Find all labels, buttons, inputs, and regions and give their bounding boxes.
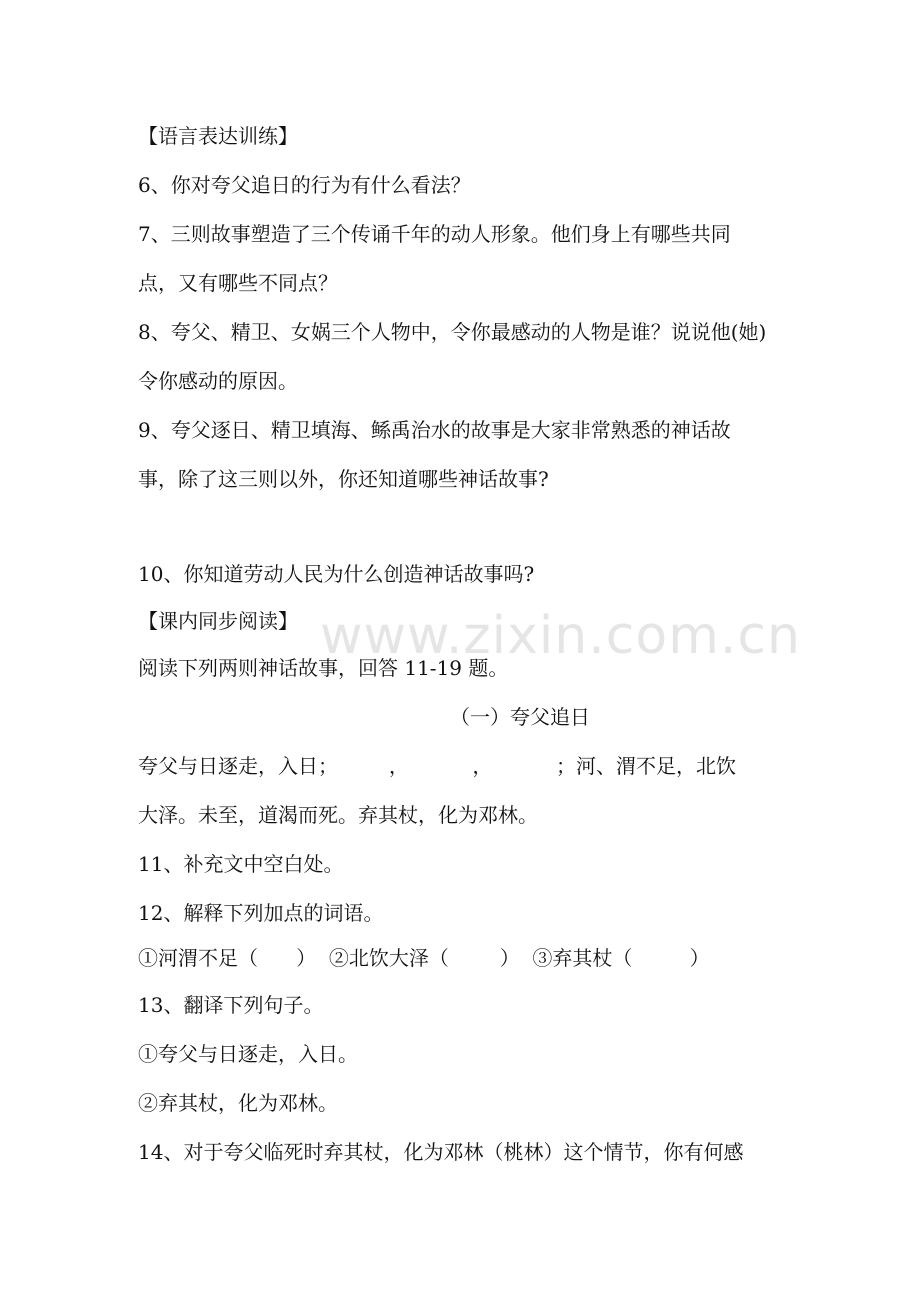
question-10: 10、你知道劳动人民为什么创造神话故事吗? — [138, 562, 535, 586]
passage-line-1: 夸父与日逐走，入日； ， ， ；河、渭不足，北饮 — [138, 754, 737, 778]
reading-instruction: 阅读下列两则神话故事，回答 11-19 题。 — [138, 656, 509, 680]
question-6: 6、你对夸父追日的行为有什么看法？ — [138, 173, 471, 197]
question-14-line-1: 14、对于夸父临死时弃其杖，化为邓林（桃林）这个情节，你有何感 — [138, 1140, 744, 1164]
question-7-line-2: 点，又有哪些不同点？ — [138, 271, 338, 295]
question-8-line-1: 8、夸父、精卫、女娲三个人物中，令你最感动的人物是谁？说说他(她) — [138, 320, 767, 344]
question-12-items: ①河渭不足（ ） ②北饮大泽（ ） ③弃其杖（ ） — [138, 946, 710, 970]
passage-line-2: 大泽。未至，道渴而死。弃其杖，化为邓林。 — [138, 803, 538, 827]
question-9-line-2: 事，除了这三则以外，你还知道哪些神话故事? — [138, 467, 549, 491]
question-7-line-1: 7、三则故事塑造了三个传诵千年的动人形象。他们身上有哪些共同 — [138, 222, 731, 246]
section-heading-language-training: 【语言表达训练】 — [138, 124, 298, 148]
question-12: 12、解释下列加点的词语。 — [138, 901, 384, 925]
question-13-item-2: ②弃其杖，化为邓林。 — [138, 1091, 338, 1115]
question-13: 13、翻译下列句子。 — [138, 993, 324, 1017]
watermark-text: www.zixin.com.cn — [320, 606, 801, 666]
question-9-line-1: 9、夸父逐日、精卫填海、鲧禹治水的故事是大家非常熟悉的神话故 — [138, 418, 731, 442]
question-8-line-2: 令你感动的原因。 — [138, 369, 298, 393]
question-11: 11、补充文中空白处。 — [138, 852, 344, 876]
question-13-item-1: ①夸父与日逐走，入日。 — [138, 1042, 358, 1066]
passage-title: （一）夸父追日 — [450, 705, 590, 729]
section-heading-in-class-reading: 【课内同步阅读】 — [138, 609, 298, 633]
